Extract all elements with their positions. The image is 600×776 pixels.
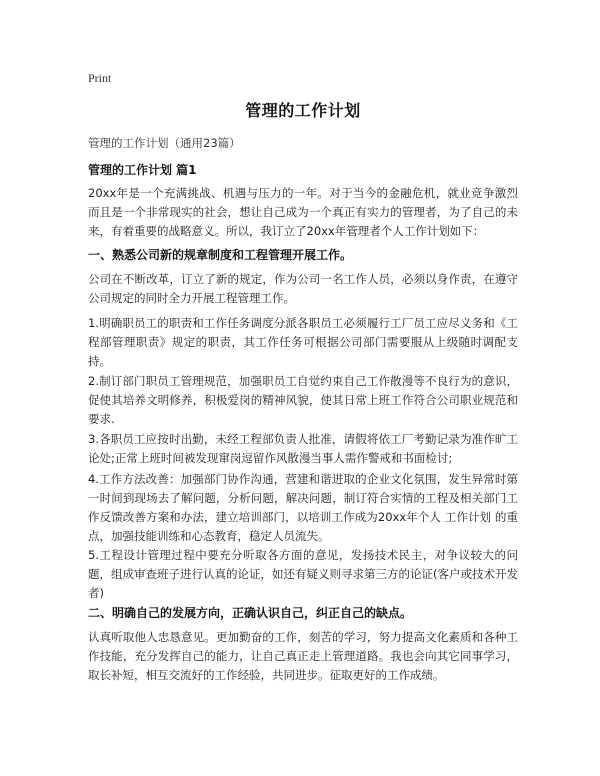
section-2-title: 二、明确自己的发展方向，正确认识自己，纠正自己的缺点。 [88,606,413,620]
section-2-body: 认真听取他人忠恳意见。更加勤奋的工作，刻苦的学习，努力提高文化素质和各种工作技能，充分发挥自己的能力，让自己真正走上管理道路。我也会向其它同事学习，取长补短，相互交流好的工作经验，共同进步。征取更好的工作成绩。 [88,630,518,682]
list-item-3: 3.各职员工应按时出勤，未经工程部负责人批准，请假将依工厂考勤记录为准作旷工论处;正常上班时间被发现窜岗逗留作风散漫当事人需作警戒和书面检讨; [88,432,518,465]
section-1-intro: 公司在不断改革，订立了新的规定，作为公司一名工作人员，必须以身作责，在遵守公司规定的同时全力开展工程管理工作。 [88,272,518,305]
list-item-2: 2.制订部门职员工管理规范，加强职员工自觉约束自己工作散漫等不良行为的意识，促使其培养文明修养，积极爱岗的精神风貌，使其日常上班工作符合公司职业规范和要求. [88,374,518,426]
intro-paragraph: 20xx年是一个充满挑战、机遇与压力的一年。对于当今的金融危机，就业竞争激烈而且是一个非常现实的社会，想让自己成为一个真正有实力的管理者，为了自己的未来，有着重要的战略意义。所以，我订立了20xx年管理者个人工作计划如下： [88,186,518,238]
list-item-5: 5.工程设计管理过程中要充分听取各方面的意见，发扬技术民主，对争议较大的问题，组成审查班子进行认真的论证，如还有疑义则寻求第三方的论证(客户或技术开发者) [88,548,518,600]
list-item-1: 1.明确职员工的职责和工作任务调度分派各职员工必须履行工厂员工应尽义务和《工程部管理职责》规定的职责，其工作任务可根据公司部门需要服从上级随时调配支持。 [88,316,518,368]
document-title: 管理的工作计划 [245,101,361,120]
document-subtitle: 管理的工作计划（通用23篇） [88,136,241,150]
print-label[interactable]: Print [88,71,112,85]
chapter-title: 管理的工作计划 篇1 [88,163,197,177]
list-item-4: 4.工作方法改善：加强部门协作沟通，营建和谐进取的企业文化氛围，发生异常时第一时间到现场去了解问题，分析问题，解决问题，制订符合实情的工程及相关部门工作反馈改善方案和办法，建立培训部门，以培训工作成为20xx年个人 工作计划 的重点，加强技能训练和心态教育，稳定人员流失。 [88,472,518,543]
section-1-title: 一、熟悉公司新的规章制度和工程管理开展工作。 [88,248,353,262]
